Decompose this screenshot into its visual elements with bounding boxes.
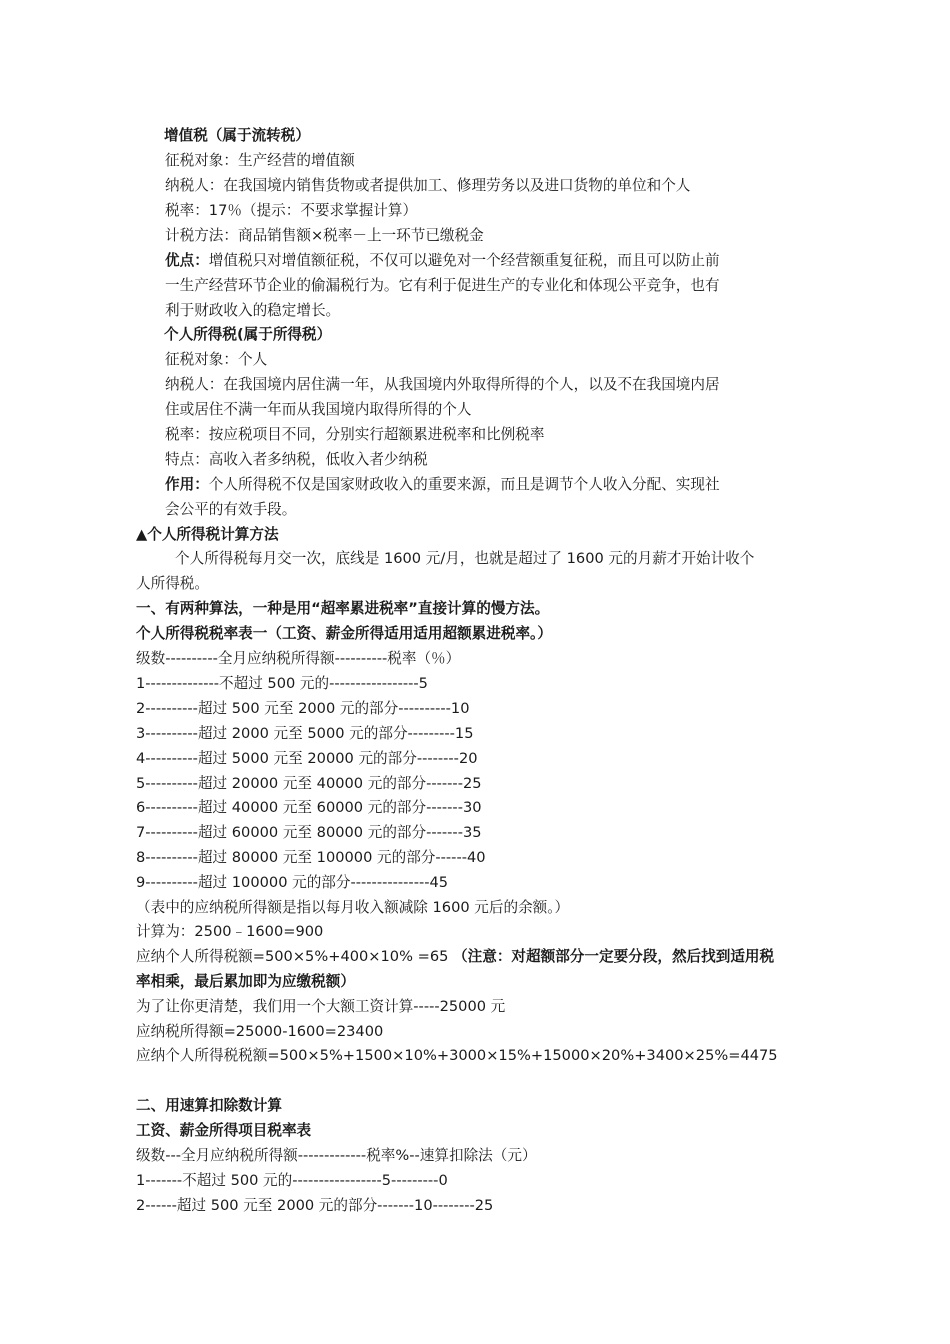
- vat-method: 计税方法：商品销售额×税率－上一环节已缴税金: [165, 227, 484, 244]
- vat-advantage-line2: 一生产经营环节企业的偷漏税行为。它有利于促进生产的专业化和体现公平竞争，也有: [165, 277, 720, 294]
- example1: 计算为：2500﹣1600=900: [136, 923, 324, 940]
- table2-row: 1-------不超过 500 元的-----------------5---------0: [136, 1172, 448, 1189]
- pit-role: [165, 475, 720, 495]
- pit-taxpayer: 纳税人：在我国境内居住满一年，从我国境内外取得所得的个人，以及不在我国境内居: [165, 376, 720, 393]
- pit-feature: 特点：高收入者多纳税，低收入者少纳税: [165, 451, 428, 468]
- example1-formula: 应纳个人所得税额=500×5%+400×10% =65: [136, 948, 454, 965]
- pit-role-text: 个人所得税不仅是国家财政收入的重要来源，而且是调节个人收入分配、实现社: [208, 476, 720, 493]
- calc-intro-line2: 人所得税。: [136, 575, 209, 592]
- table1-title: 个人所得税税率表一（工资、薪金所得适用适用超额累进税率。）: [136, 625, 552, 642]
- vat-advantage-line3: 利于财政收入的稳定增长。: [165, 302, 341, 319]
- example1-result: [136, 947, 774, 967]
- example1-note-line2: 率相乘，最后累加即为应缴税额）: [136, 973, 355, 990]
- pit-object: 征税对象：个人: [165, 351, 268, 368]
- calc-heading: ▲个人所得税计算方法: [136, 526, 279, 543]
- vat-object: 征税对象：生产经营的增值额: [165, 152, 355, 169]
- vat-rate: 税率：17％（提示：不要求掌握计算）: [165, 202, 418, 219]
- vat-advantage-text: 增值税只对增值额征税，不仅可以避免对一个经营额重复征税，而且可以防止前: [208, 252, 720, 269]
- table2-title: 工资、薪金所得项目税率表: [136, 1122, 312, 1139]
- pit-role-label: 作用：: [165, 476, 209, 493]
- vat-title: 增值税（属于流转税）: [164, 127, 310, 144]
- table1-row: 4----------超过 5000 元至 20000 元的部分--------20: [136, 750, 478, 767]
- pit-role-line2: 会公平的有效手段。: [165, 501, 297, 518]
- table2-row: 2------超过 500 元至 2000 元的部分-------10--------25: [136, 1197, 494, 1214]
- table1-row: 7----------超过 60000 元至 80000 元的部分-------35: [136, 824, 482, 841]
- table1-row: 3----------超过 2000 元至 5000 元的部分---------15: [136, 725, 474, 742]
- table1-row: 6----------超过 40000 元至 60000 元的部分-------30: [136, 799, 482, 816]
- table1-header: 级数----------全月应纳税所得额----------税率（％）: [136, 650, 461, 667]
- example2-result: 应纳个人所得税税额=500×5%+1500×10%+3000×15%+15000×20%+3400×25%=4475: [136, 1047, 778, 1064]
- example2-taxable: 应纳税所得额=25000-1600=23400: [136, 1023, 384, 1040]
- table1-row: 9----------超过 100000 元的部分---------------45: [136, 874, 449, 891]
- vat-advantage-label: 优点：: [165, 252, 209, 269]
- table2-header: 级数---全月应纳税所得额-------------税率%--速算扣除法（元）: [136, 1147, 537, 1164]
- table1-row: 2----------超过 500 元至 2000 元的部分----------10: [136, 700, 470, 717]
- pit-title: 个人所得税(属于所得税）: [164, 326, 332, 343]
- method1-heading: 一、有两种算法，一种是用“超率累进税率”直接计算的慢方法。: [136, 600, 550, 617]
- table1-row: 5----------超过 20000 元至 40000 元的部分-------25: [136, 775, 482, 792]
- method2-heading: 二、用速算扣除数计算: [136, 1097, 282, 1114]
- example1-note: （注意：对超额部分一定要分段，然后找到适用税: [453, 948, 775, 965]
- table1-note: （表中的应纳税所得额是指以每月收入额减除 1600 元后的余额。）: [136, 899, 570, 916]
- pit-taxpayer-line2: 住或居住不满一年而从我国境内取得所得的个人: [165, 401, 472, 418]
- table1-row: 8----------超过 80000 元至 100000 元的部分------40: [136, 849, 486, 866]
- pit-rate: 税率：按应税项目不同，分别实行超额累进税率和比例税率: [165, 426, 545, 443]
- example2-intro: 为了让你更清楚，我们用一个大额工资计算-----25000 元: [136, 998, 506, 1015]
- vat-advantage: [165, 251, 720, 271]
- calc-intro: 个人所得税每月交一次，底线是 1600 元/月，也就是超过了 1600 元的月薪才开始计收个: [175, 550, 755, 567]
- table1-row: 1--------------不超过 500 元的-----------------5: [136, 675, 428, 692]
- vat-taxpayer: 纳税人：在我国境内销售货物或者提供加工、修理劳务以及进口货物的单位和个人: [165, 177, 691, 194]
